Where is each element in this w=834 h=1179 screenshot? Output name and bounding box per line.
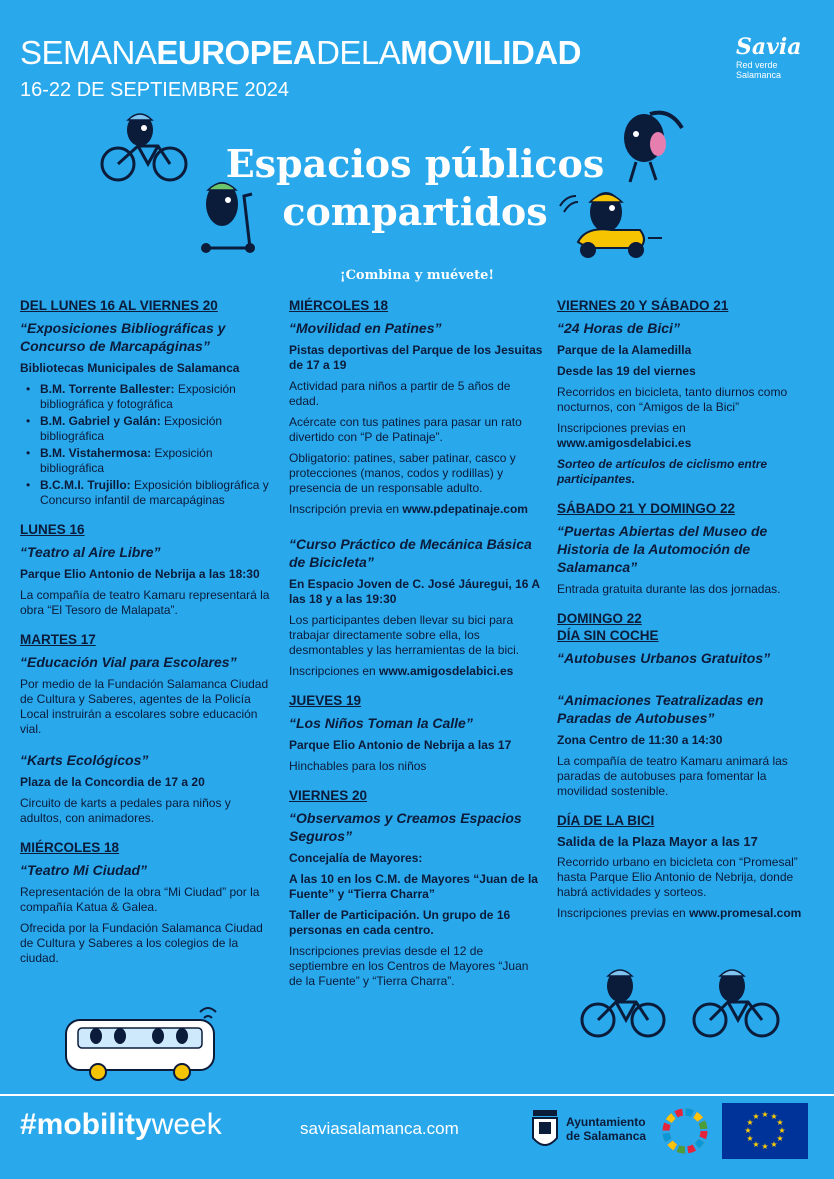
list-item: • B.M. Gabriel y Galán: Exposición bibliográfica [20, 414, 274, 444]
event-block [557, 611, 813, 799]
svg-text:★: ★ [770, 1112, 778, 1121]
svg-text:★: ★ [761, 1110, 769, 1119]
event-place: Parque Elio Antonio de Nebrija a las 17 [289, 738, 512, 752]
section-heading: MARTES 17 [20, 632, 96, 647]
svg-text:★: ★ [770, 1140, 778, 1149]
event-text: La compañía de teatro Kamaru animará las paradas de autobuses para fomentar la movilidad sostenible. [557, 754, 788, 798]
list-item: • B.M. Vistahermosa: Exposición bibliográfica [20, 446, 274, 476]
event-text: Ofrecida por la Fundación Salamanca Ciudad de Cultura y Saberes a los colegios de la ciudad. [20, 921, 263, 965]
svg-text:★: ★ [776, 1118, 784, 1127]
event-text: Por medio de la Fundación Salamanca Ciudad de Cultura y Saberes, agentes de la Policía Local instruirán a escolares sobre educación vial. [20, 677, 269, 736]
list-item: • B.M. Torrente Ballester: Exposición bibliográfica y fotográfica [20, 382, 274, 412]
motorbike-rider-illustration [556, 182, 668, 264]
event-place: Pistas deportivas del Parque de los Jesuitas de 17 a 19 [289, 343, 543, 372]
section-heading: LUNES 16 [20, 522, 85, 537]
scooter-rider-illustration [186, 176, 268, 258]
section-heading: SÁBADO 21 Y DOMINGO 22 [557, 501, 736, 516]
event-title: “Puertas Abiertas del Museo de Historia de la Automoción de Salamanca” [557, 523, 768, 575]
event-block [557, 298, 813, 487]
svg-text:★: ★ [744, 1126, 752, 1135]
website-link[interactable]: www.amigosdelabici.es [557, 436, 692, 450]
event-place: Zona Centro de 11:30 a 14:30 [557, 733, 723, 747]
svg-text:★: ★ [746, 1118, 754, 1127]
event-text: Inscripciones en www.amigosdelabici.es [289, 664, 514, 678]
section-heading: MIÉRCOLES 18 [289, 298, 389, 313]
event-title: “Educación Vial para Escolares” [20, 654, 237, 670]
event-block [20, 840, 274, 966]
event-title: “Curso Práctico de Mecánica Básica de Bicicleta” [289, 536, 532, 570]
event-text: Los participantes deben llevar su bici para trabajar directamente sobre ella, los desmontables y las herramientas de la bici. [289, 613, 520, 657]
savia-logo: Savia Red verde Salamanca [736, 34, 802, 80]
event-text: Representación de la obra “Mi Ciudad” por la compañía Katua & Galea. [20, 885, 260, 914]
event-block [289, 298, 543, 679]
event-text: Acércate con tus patines para pasar un rato divertido con “P de Patinaje”. [289, 415, 522, 444]
event-place: Parque de la Alamedilla [557, 343, 692, 357]
event-title: “Movilidad en Patines” [289, 320, 442, 336]
section-heading: VIERNES 20 Y SÁBADO 21 [557, 298, 729, 313]
svg-text:★: ★ [778, 1126, 786, 1135]
event-place: Plaza de la Concordia de 17 a 20 [20, 775, 205, 789]
event-title: “Los Niños Toman la Calle” [289, 715, 473, 731]
event-text: La compañía de teatro Kamaru representará la obra “El Tesoro de Malapata”. [20, 588, 270, 617]
event-place: Parque Elio Antonio de Nebrija a las 18:30 [20, 567, 260, 581]
walker-illustration [610, 100, 692, 186]
section-heading: DÍA DE LA BICI [557, 813, 655, 828]
event-title: “24 Horas de Bici” [557, 320, 680, 336]
event-title: “Teatro al Aire Libre” [20, 544, 161, 560]
section-heading: DEL LUNES 16 AL VIERNES 20 [20, 298, 218, 313]
column-3 [557, 298, 813, 935]
event-block [289, 693, 543, 774]
event-text: Recorridos en bicicleta, tanto diurnos como nocturnos, con “Amigos de la Bici” [557, 385, 788, 414]
svg-text:★: ★ [752, 1112, 760, 1121]
footer-divider [0, 1094, 834, 1096]
section-heading: DOMINGO 22 [557, 611, 642, 626]
event-title: “Observamos y Creamos Espacios Seguros” [289, 810, 522, 844]
event-title: “Exposiciones Bibliográficas y Concurso de Marcapáginas” [20, 320, 226, 354]
event-text: Inscripciones previas en www.promesal.com [557, 906, 802, 920]
svg-text:★: ★ [746, 1134, 754, 1143]
event-text: Recorrido urbano en bicicleta con “Promesal” hasta Parque Elio Antonio de Nebrija, donde habrá actividades y sorteos. [557, 855, 798, 899]
event-text: Actividad para niños a partir de 5 años de edad. [289, 379, 511, 408]
event-text: Hinchables para los niños [289, 759, 427, 773]
hashtag: #mobilityweek [20, 1108, 222, 1141]
section-heading: VIERNES 20 [289, 788, 368, 803]
event-block [557, 501, 813, 597]
event-title: “Animaciones Teatralizadas en Paradas de Autobuses” [557, 692, 764, 726]
library-list [20, 382, 274, 508]
event-title: “Teatro Mi Ciudad” [20, 862, 148, 878]
event-block [20, 632, 274, 826]
website-link[interactable]: www.pdepatinaje.com [402, 502, 528, 516]
website-url[interactable]: saviasalamanca.com [300, 1119, 459, 1138]
event-place: A las 10 en los C.M. de Mayores “Juan de la Fuente” y “Tierra Charra” [289, 872, 538, 901]
cyclists-pair-illustration [580, 962, 786, 1042]
coat-of-arms-icon [530, 1106, 560, 1152]
main-title: Espacios públicos compartidos [225, 141, 605, 234]
event-text: Inscripciones previas desde el 12 de septiembre en los Centros de Mayores “Juan de la Fuente” y “Tierra Charra”. [289, 944, 529, 988]
svg-text:★: ★ [776, 1134, 784, 1143]
campaign-dates: 16-22 DE SEPTIEMBRE 2024 [20, 79, 290, 101]
tagline: ¡Combina y muévete! [339, 268, 495, 283]
svg-text:★: ★ [752, 1140, 760, 1149]
event-text: Inscripción previa en www.pdepatinaje.com [289, 502, 528, 516]
event-note: Sorteo de artículos de ciclismo entre participantes. [557, 457, 768, 486]
event-place: Salida de la Plaza Mayor a las 17 [557, 834, 758, 849]
event-text: Inscripciones previas en www.amigosdelabici.es [557, 421, 692, 450]
event-title: “Autobuses Urbanos Gratuitos” [557, 650, 771, 666]
event-place: Concejalía de Mayores: [289, 851, 423, 865]
list-item: • B.C.M.I. Trujillo: Exposición bibliográfica y Concurso infantil de marcapáginas [20, 478, 274, 508]
event-block [557, 813, 813, 921]
event-text: Entrada gratuita durante las dos jornadas. [557, 582, 781, 596]
section-heading: DÍA SIN COCHE [557, 628, 659, 643]
cyclist-illustration [98, 106, 190, 186]
event-block [20, 298, 274, 508]
column-1 [20, 298, 274, 980]
event-place: Bibliotecas Municipales de Salamanca [20, 361, 240, 375]
eu-flag-icon [722, 1103, 808, 1159]
svg-text:★: ★ [761, 1142, 769, 1151]
bus-illustration [58, 998, 228, 1084]
website-link[interactable]: www.promesal.com [689, 906, 802, 920]
event-text: Obligatorio: patines, saber patinar, casco y protecciones (manos, codos y rodillas) y presencia de un responsable adulto. [289, 451, 516, 495]
event-text: Circuito de karts a pedales para niños y adultos, con animadores. [20, 796, 231, 825]
event-place: Taller de Participación. Un grupo de 16 personas en cada centro. [289, 908, 511, 937]
section-heading: JUEVES 19 [289, 693, 362, 708]
campaign-title: SEMANAEUROPEADELAMOVILIDAD [20, 34, 581, 71]
event-block [289, 788, 543, 989]
event-place: Desde las 19 del viernes [557, 364, 696, 378]
section-heading: MIÉRCOLES 18 [20, 840, 120, 855]
event-block [20, 522, 274, 618]
ayuntamiento-logo: Ayuntamiento de Salamanca [530, 1106, 646, 1152]
website-link[interactable]: www.amigosdelabici.es [379, 664, 514, 678]
column-2 [289, 298, 543, 1003]
event-place: En Espacio Joven de C. José Jáuregui, 16 A las 18 y a las 19:30 [289, 577, 540, 606]
event-title: “Karts Ecológicos” [20, 752, 149, 768]
sdg-wheel-icon [662, 1108, 708, 1154]
